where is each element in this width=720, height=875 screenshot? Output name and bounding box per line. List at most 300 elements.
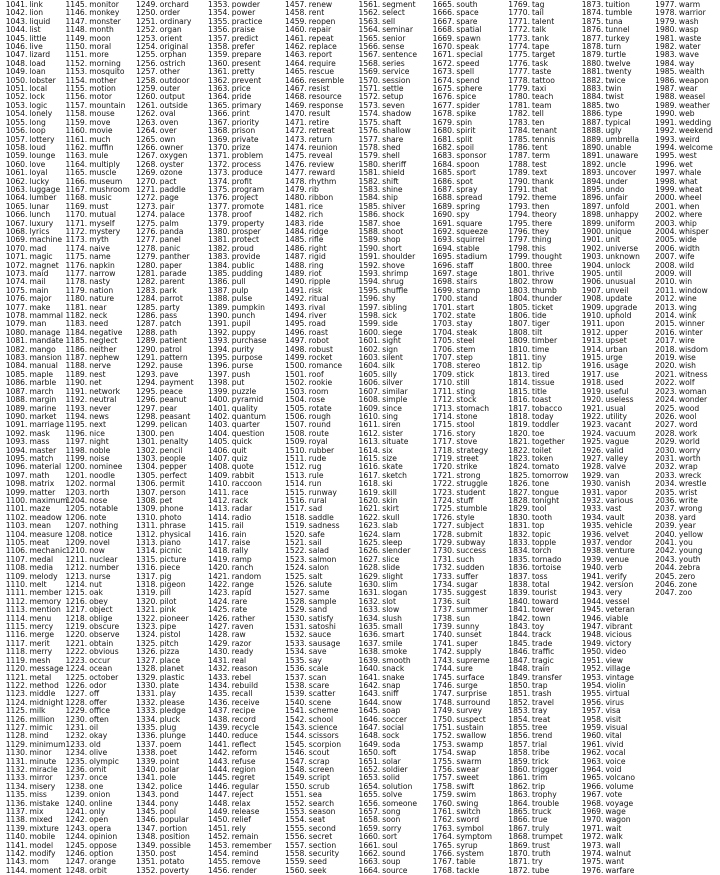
word-number: 1329.: [136, 672, 158, 682]
word-number: 1557.: [285, 840, 307, 850]
word-text: remove: [231, 857, 261, 867]
word-number: 1638.: [358, 647, 381, 657]
word-text: tomato: [532, 462, 560, 472]
word-text: noise: [89, 453, 110, 463]
word-text: seven: [382, 100, 405, 110]
word-number: 1402.: [208, 411, 230, 421]
word-number: 1911.: [581, 319, 604, 329]
word-number: 1514.: [285, 479, 307, 489]
word-text: metal: [29, 672, 52, 682]
word-number: 1355.: [208, 16, 230, 26]
word-number: 1253.: [136, 33, 158, 43]
word-text: song: [382, 807, 401, 816]
word-number: 1686.: [432, 176, 455, 186]
word-text: unveil: [605, 285, 629, 295]
word-number: 1604.: [358, 361, 381, 371]
word-text: soccer: [382, 714, 407, 724]
word-number: 2030.: [655, 445, 677, 455]
word-number: 1225.: [65, 672, 88, 682]
word-number: 1725.: [432, 504, 455, 514]
word-number: 1684.: [432, 159, 455, 169]
word-text: squirrel: [456, 235, 485, 245]
word-number: 1788.: [508, 159, 530, 169]
word-number: 1970.: [581, 815, 604, 825]
word-number: 1548.: [285, 764, 307, 774]
word-text: sight: [382, 336, 401, 346]
word-text: pause: [159, 361, 183, 371]
word-number: 1607.: [358, 386, 381, 396]
word-number: 1843.: [508, 622, 530, 632]
word-number: 1145.: [65, 0, 88, 9]
word-number: 1338.: [136, 748, 158, 758]
word-text: unknown: [605, 252, 640, 262]
word-text: shock: [382, 210, 405, 220]
word-text: praise: [231, 25, 256, 35]
word-number: 1465.: [285, 67, 307, 77]
word-text: spy: [456, 210, 470, 220]
word-text: list: [29, 25, 41, 35]
word-text: mountain: [89, 100, 126, 110]
word-number: 1941.: [581, 571, 604, 581]
word-number: 1104.: [5, 529, 28, 539]
word-number: 1961.: [581, 739, 604, 749]
word-text: ski: [382, 479, 393, 489]
word-text: uncover: [605, 168, 637, 178]
word-text: lizard: [29, 50, 51, 60]
word-number: 1201.: [65, 470, 88, 480]
word-text: month: [89, 25, 114, 35]
word-number: 1596.: [358, 294, 381, 304]
word-text: stand: [456, 294, 478, 304]
word-text: vintage: [605, 672, 634, 682]
word-number: 1823.: [508, 453, 530, 463]
word-number: 1435.: [208, 689, 230, 699]
word-number: 1579.: [358, 151, 381, 161]
word-text: world: [678, 437, 700, 447]
word-text: valid: [605, 445, 624, 455]
word-text: spirit: [456, 126, 476, 136]
word-text: prefer: [231, 42, 255, 52]
word-number: 1561.: [358, 0, 381, 9]
word-number: 1114.: [5, 613, 28, 623]
word-text: script: [308, 773, 330, 783]
word-number: 1733.: [432, 571, 455, 581]
word-text: payment: [159, 378, 194, 388]
word-text: mail: [29, 277, 46, 287]
word-text: task: [532, 58, 548, 68]
word-text: okay: [89, 731, 108, 741]
word-text: vendor: [605, 538, 633, 547]
word-number: 1199.: [65, 453, 88, 463]
word-text: shoe: [382, 218, 401, 228]
word-text: student: [456, 487, 486, 497]
word-text: pass: [159, 311, 178, 321]
word-number: 1506.: [285, 411, 307, 421]
word-number: 1673.: [432, 67, 455, 77]
word-number: 1134.: [5, 781, 28, 791]
word-text: sustain: [456, 722, 484, 732]
word-number: 1452.: [208, 832, 230, 842]
word-text: punch: [231, 311, 256, 321]
word-number: 1445.: [208, 773, 230, 783]
word-number: 1887.: [581, 117, 604, 127]
word-text: melt: [29, 580, 47, 590]
word-number: 1740.: [432, 630, 455, 640]
word-text: vacant: [605, 420, 632, 430]
word-number: 1954.: [581, 680, 604, 690]
word-number: 1492.: [285, 294, 307, 304]
word-number: 1041.: [5, 0, 28, 9]
word-text: race: [231, 487, 249, 497]
word-text: wrong: [678, 504, 703, 514]
word-number: 1260.: [136, 92, 158, 102]
word-text: vote: [605, 790, 623, 800]
word-text: swim: [456, 790, 477, 800]
word-number: 1525.: [285, 571, 307, 581]
word-text: smooth: [382, 655, 411, 665]
word-text: penalty: [159, 437, 189, 447]
word-text: zone: [678, 580, 697, 590]
word-number: 1310.: [136, 512, 158, 522]
word-number: 1930.: [581, 479, 604, 489]
word-text: service: [382, 67, 410, 77]
word-number: 1620.: [358, 495, 381, 505]
word-text: melody: [29, 571, 58, 581]
word-number: 1132.: [5, 764, 28, 774]
word-text: wisdom: [678, 344, 709, 354]
word-text: oak: [89, 588, 103, 598]
word-text: term: [532, 151, 551, 161]
word-text: order: [159, 8, 180, 18]
word-number: 1209.: [65, 538, 88, 547]
word-text: typical: [605, 117, 631, 127]
word-text: tortoise: [532, 563, 562, 573]
word-text: supply: [456, 647, 482, 657]
word-text: speak: [456, 42, 479, 52]
word-text: spell: [456, 67, 475, 77]
word-number: 1167.: [65, 184, 88, 194]
word-text: mom: [29, 857, 49, 867]
word-text: truth: [532, 849, 551, 859]
word-text: stamp: [456, 285, 481, 295]
word-text: sure: [456, 664, 473, 674]
word-number: 1077.: [5, 302, 28, 312]
word-text: pet: [159, 495, 173, 505]
word-number: 1589.: [358, 235, 381, 245]
word-number: 1297.: [136, 403, 158, 413]
word-number: 1787.: [508, 151, 530, 161]
word-text: unable: [605, 142, 632, 152]
word-text: wonder: [678, 395, 708, 405]
word-number: 1092.: [5, 428, 28, 438]
word-number: 1125.: [5, 706, 28, 716]
word-number: 1703.: [432, 319, 455, 329]
word-number: 1202.: [65, 479, 88, 489]
word-number: 1228.: [65, 697, 88, 707]
word-text: wear: [678, 84, 698, 94]
word-number: 1493.: [285, 302, 307, 312]
word-number: 1380.: [208, 226, 230, 236]
word-text: where: [678, 210, 703, 220]
word-text: result: [308, 109, 331, 119]
word-number: 1821.: [508, 437, 530, 447]
word-number: 1306.: [136, 479, 158, 489]
word-text: slab: [382, 521, 398, 531]
word-number: 1088.: [5, 395, 28, 405]
word-number: 1568.: [358, 58, 381, 68]
word-text: toddler: [532, 420, 560, 430]
word-text: stock: [456, 395, 477, 405]
word-number: 1408.: [208, 462, 230, 472]
word-number: 1424.: [208, 596, 230, 606]
word-text: notable: [89, 504, 118, 514]
word-number: 1438.: [208, 714, 230, 724]
word-number: 1968.: [581, 798, 604, 808]
word-number: 1674.: [432, 75, 455, 85]
word-number: 1972.: [581, 832, 604, 842]
word-text: shy: [382, 294, 396, 304]
word-number: 1376.: [208, 193, 230, 203]
word-number: 1070.: [5, 243, 28, 253]
word-number: 1230.: [65, 714, 88, 724]
word-text: pretty: [231, 67, 255, 77]
word-text: scout: [308, 748, 330, 758]
word-number: 1661.: [358, 840, 381, 850]
word-number: 1294.: [136, 378, 158, 388]
word-number: 1996.: [655, 159, 677, 169]
word-text: relief: [231, 815, 251, 825]
word-number: 1417.: [208, 538, 230, 547]
word-text: tell: [532, 109, 544, 119]
word-number: 1592.: [358, 260, 381, 270]
word-number: 1778.: [508, 75, 530, 85]
word-text: loop: [29, 126, 46, 136]
word-number: 1796.: [508, 226, 530, 236]
word-text: polar: [159, 764, 180, 774]
word-text: neither: [89, 344, 117, 354]
word-text: taxi: [532, 84, 547, 94]
word-number: 1296.: [136, 395, 158, 405]
word-text: token: [532, 453, 554, 463]
word-number: 1150.: [65, 42, 88, 52]
word-text: relax: [231, 798, 251, 808]
word-number: 1711.: [432, 386, 455, 396]
word-number: 1804.: [508, 294, 530, 304]
word-text: potato: [159, 857, 185, 867]
word-text: spread: [456, 193, 483, 203]
word-number: 1249.: [136, 0, 158, 9]
word-number: 1922.: [581, 411, 604, 421]
word-number: 1320.: [136, 596, 158, 606]
word-text: oval: [159, 109, 176, 119]
word-text: stick: [456, 369, 475, 379]
word-number: 1372.: [208, 159, 230, 169]
word-number: 1155.: [65, 84, 88, 94]
word-text: whip: [678, 218, 697, 228]
word-number: 1116.: [5, 630, 28, 640]
word-number: 1477.: [285, 168, 307, 178]
word-text: small: [382, 622, 403, 632]
word-text: other: [159, 67, 180, 77]
word-number: 1085.: [5, 369, 28, 379]
word-text: tackle: [456, 865, 480, 875]
word-number: 1179.: [65, 285, 88, 295]
word-text: refuse: [231, 756, 256, 766]
word-text: mean: [29, 521, 51, 531]
word-number: 1837.: [508, 571, 530, 581]
word-number: 1885.: [581, 100, 604, 110]
word-number: 1094.: [5, 445, 28, 455]
word-number: 1177.: [65, 269, 88, 278]
word-number: 1654.: [358, 781, 381, 791]
word-text: lumber: [29, 193, 57, 203]
word-number: 1242.: [65, 815, 88, 825]
word-number: 1556.: [285, 832, 307, 842]
word-number: 1113.: [5, 605, 28, 615]
word-text: slender: [382, 546, 411, 556]
word-text: option: [89, 849, 114, 859]
word-number: 1395.: [208, 353, 230, 363]
word-number: 1880.: [581, 58, 604, 68]
word-text: proud: [231, 243, 254, 253]
word-number: 1043.: [5, 16, 28, 26]
word-number: 1231.: [65, 722, 88, 732]
word-text: wife: [678, 252, 695, 262]
word-column: [61, 1, 130, 875]
word-number: 1347.: [136, 823, 158, 833]
word-text: right: [308, 243, 327, 253]
word-number: 1675.: [432, 84, 455, 94]
word-text: post: [159, 849, 177, 859]
word-number: 1612.: [358, 428, 381, 438]
word-number: 1349.: [136, 840, 158, 850]
word-number: 1648.: [358, 731, 381, 741]
word-text: ship: [382, 193, 398, 203]
word-text: rare: [231, 596, 248, 606]
word-text: silver: [382, 378, 403, 388]
word-text: visa: [605, 706, 621, 716]
word-number: 1777.: [508, 67, 530, 77]
word-number: 1630.: [358, 580, 381, 590]
word-text: nature: [89, 294, 115, 304]
word-number: 1991.: [655, 117, 677, 127]
word-number: 1815.: [508, 386, 530, 396]
word-text: tragic: [532, 655, 554, 665]
word-text: tired: [532, 369, 550, 379]
word-number: 2035.: [655, 487, 677, 497]
word-number: 1988.: [655, 92, 677, 102]
word-text: very: [605, 588, 623, 598]
word-text: maple: [29, 369, 54, 379]
word-column: [204, 1, 272, 875]
word-number: 1416.: [208, 529, 230, 539]
word-number: 1600.: [358, 327, 381, 337]
word-number: 1567.: [358, 50, 381, 60]
word-text: surge: [456, 680, 478, 690]
word-number: 1157.: [65, 100, 88, 110]
word-text: track: [532, 630, 552, 640]
word-text: wood: [678, 403, 700, 413]
word-text: nominee: [89, 462, 123, 472]
word-text: ranch: [231, 563, 254, 573]
word-number: 1690.: [432, 210, 455, 220]
word-number: 1621.: [358, 504, 381, 514]
word-number: 1523.: [285, 554, 307, 564]
word-number: 1073.: [5, 269, 28, 278]
word-number: 1545.: [285, 739, 307, 749]
word-text: object: [89, 605, 113, 615]
word-number: 1766.: [432, 849, 455, 859]
word-number: 1182.: [65, 311, 88, 321]
word-text: local: [29, 84, 48, 94]
word-number: 1308.: [136, 495, 158, 505]
word-number: 1279.: [136, 252, 158, 262]
word-text: misery: [29, 781, 56, 791]
word-number: 1789.: [508, 168, 530, 178]
word-text: reopen: [308, 16, 336, 26]
word-text: patch: [159, 319, 182, 329]
word-text: live: [29, 42, 43, 52]
word-number: 1046.: [5, 42, 28, 52]
word-text: want: [605, 857, 625, 867]
word-number: 1873.: [581, 0, 604, 9]
word-number: 1256.: [136, 58, 158, 68]
word-text: siege: [382, 327, 403, 337]
word-text: trust: [532, 840, 550, 850]
word-number: 1059.: [5, 151, 28, 161]
word-number: 1361.: [208, 67, 230, 77]
word-text: obtain: [89, 638, 114, 648]
word-text: tiny: [532, 353, 547, 363]
word-text: loan: [29, 67, 46, 77]
word-number: 1437.: [208, 706, 230, 716]
word-text: spider: [456, 100, 480, 110]
word-text: they: [532, 226, 549, 236]
word-number: 1135.: [5, 790, 28, 800]
word-text: tobacco: [532, 403, 563, 413]
word-text: suggest: [456, 588, 487, 598]
word-text: wrist: [678, 487, 698, 497]
word-column: [132, 1, 194, 875]
word-number: 1973.: [581, 840, 604, 850]
word-text: never: [89, 403, 111, 413]
word-text: segment: [382, 0, 416, 9]
word-text: veteran: [605, 605, 635, 615]
word-text: swing: [456, 798, 479, 808]
word-number: 1900.: [581, 226, 604, 236]
word-text: turkey: [605, 33, 630, 43]
word-text: suit: [456, 596, 471, 606]
word-number: 1909.: [581, 302, 604, 312]
word-number: 1447.: [208, 790, 230, 800]
word-text: mobile: [29, 832, 56, 842]
word-number: 1220.: [65, 630, 88, 640]
word-number: 1488.: [285, 260, 307, 270]
word-text: note: [89, 512, 107, 522]
word-number: 1562.: [358, 8, 381, 18]
word-text: senior: [382, 33, 406, 43]
word-number: 1250.: [136, 8, 158, 18]
word-number: 1075.: [5, 285, 28, 295]
word-text: panel: [159, 235, 181, 245]
word-number: 1826.: [508, 479, 530, 489]
word-number: 1293.: [136, 369, 158, 379]
word-number: 1140.: [5, 832, 28, 842]
word-text: risk: [308, 285, 323, 295]
word-number: 1632.: [358, 596, 381, 606]
word-text: stairs: [456, 277, 478, 287]
word-number: 1892.: [581, 159, 604, 169]
